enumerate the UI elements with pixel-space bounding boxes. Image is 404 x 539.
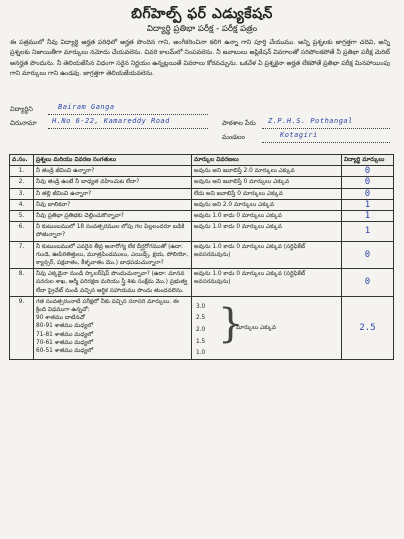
student-row: [10, 103, 390, 117]
table-row: 9. గత సంవత్సరంనాటి పరీక్షలో నీకు వచ్చిన సరాసరి మార్కులు. ఈ క్రింది విధముగా ఉన్నచో: 90 శాతము దాటినచో 80-91 శాతము మధ్యలో 71-81 శాతము మధ్యలో 70-61 శాతము మధ్యలో 60-51 శాతము మధ్యలో 3.0 2.5 2.0 1.5 1.0 } మార్కులు ఎక్కువ 2.5: [10, 296, 394, 359]
grade-line: 71-81 శాతము మధ్యలో: [36, 331, 94, 338]
col-num-header: వ.సం.: [10, 155, 34, 166]
table-row: 3. నీ తల్లి జీవించి ఉన్నారా? లేదు అని జవాబిస్తే 0 మార్కులు ఎక్కువ 0: [10, 188, 394, 199]
table-row: 1. నీ తండ్రి జీవించి ఉన్నారా? అవును అని జవాబిస్తే 2.0 మార్కులు ఎక్కువ 0: [10, 166, 394, 177]
mandal-value[interactable]: Kotagiri: [280, 131, 318, 139]
student-details: [10, 103, 390, 149]
address-value[interactable]: H.No 6-22, Kamareddy Road: [52, 117, 170, 125]
grade-line: 60-51 శాతము మధ్యలో: [36, 348, 94, 355]
grade-scale: 3.0 2.5 2.0 1.5 1.0 } మార్కులు ఎక్కువ: [196, 300, 277, 357]
grade-line: 80-91 శాతము మధ్యలో: [36, 323, 94, 330]
student-name-value[interactable]: Bairam Ganga: [58, 103, 115, 111]
curly-brace-icon: }: [218, 300, 244, 347]
instructions-paragraph: ఈ పత్రములో నీవు విద్యార్థి అర్హత పరిధిలో అర్హత పొందిన గాని, అంగీకరించినా కలిగి ఉన్నా గాని పూర్తి చేయుము. అన్ని ప్రశ్నలకు జాగ్రత్తగా చదివి, అన్ని ప్రశ్నలకు నిజాయితీగా మార్కులు నమోదు చేయవలెను. చివరి కాలమ్‌లో నింపవలెను. నీ జవాబులు అప్లికేషన్ వివరాలతో సరిపోలకపోతే నీ ప్రతిభా పరీక్ష మెరిట్ అనర్హత పొందును. నీ తెలియజేసిన విధంగా సరైన నిర్ణయం ఉన్నట్లయితే వివరాలు కోరవచ్చును. ఒకవేళ ఏ ప్రశ్నకైనా అర్హత లేకపోతే ప్రతిభా పరీక్ష మినహాయింపు గాని మార్కులు గాని ఉండవు. జాగ్రత్తగా తెలియజేయవలెను.: [10, 39, 390, 78]
page-subtitle: విద్యార్థి ప్రతిభా పరీక్ష - పరీక్ష పత్రం: [146, 24, 258, 34]
table-row: 2. నీవు తండ్రి ఉంటే నీ బాధ్యత వహించుట లేదా? అవును అని జవాబిస్తే 0 మార్కులు ఎక్కువ 0: [10, 177, 394, 188]
table-row: 4. నీవు బాలికవా? అవును అని 2.0 మార్కులు ఎక్కువ 1: [10, 199, 394, 210]
score-cell[interactable]: 0: [342, 177, 394, 188]
table-row: 6. నీ కుటుంబములో 18 సంవత్సరముల లోపు గల పిల్లలందరూ బడికి పోతున్నారా? అవును 1.0 కాదు 0 మార్కులు ఎక్కువ 1: [10, 222, 394, 241]
page-title: బిగ్‌హెల్ప్ ఫర్ ఎడ్యుకేషన్: [131, 6, 273, 22]
school-label: పాఠశాల పేరు: [222, 119, 256, 127]
col-question-header: ప్రశ్నలు మరియు వివరణ సంగతులు: [34, 155, 192, 166]
address-row: [10, 117, 390, 131]
student-label: విద్యార్థిని: [10, 105, 33, 113]
score-cell[interactable]: 1: [342, 199, 394, 210]
mandal-label: మండలం: [222, 133, 245, 141]
table-row: 5. నీవు ప్రతిభా ప్రతిభకు చెల్లించుకొన్నావా? అవును 1.0 కాదు 0 మార్కులు ఎక్కువ 1: [10, 211, 394, 222]
grade-line: 90 శాతము దాటినచో: [36, 315, 85, 322]
score-cell[interactable]: 0: [342, 269, 394, 297]
marks-table: [9, 154, 394, 360]
col-score-header: విద్యార్థి మార్కులు: [342, 155, 394, 166]
score-cell[interactable]: 1: [342, 222, 394, 241]
score-cell[interactable]: 2.5: [342, 296, 394, 359]
score-cell[interactable]: 0: [342, 166, 394, 177]
table-row: 8. నీవు ఎక్కడైనా నుండి స్కాలర్‌షిప్ పొందుచున్నావా? (ఉదా: మానవ వనరుల శాఖ, ఆర్మీ పరిరక్షణ మరియు స్త్రీ శిశు సంక్షేమ మొ.) ప్రభుత్వ లేదా ప్రైవేట్ నుండి వచ్చిన ఆర్థిక సహాయము పొందు తుందవలెను. అవును 1.0 కాదు 0 మార్కులు ఎక్కువ (సర్టిఫికేట్ అవసరమవును) 0: [10, 269, 394, 297]
table-header: [10, 155, 394, 166]
grade-line: 70-61 శాతము మధ్యలో: [36, 339, 94, 346]
school-value[interactable]: Z.P.H.S. Pothangal: [268, 117, 353, 125]
col-marking-header: మార్కుల వివరణలు: [192, 155, 342, 166]
score-cell[interactable]: 1: [342, 211, 394, 222]
mandal-row: [10, 131, 390, 145]
address-label: చిరునామా: [10, 119, 37, 127]
table-row: 7. నీ కుటుంబములో ఎవరైన తీవ్ర అనారోగ్య లేక దీర్ఘరోగముతో (ఉదా: గుండె, ఊపిరితిత్తులు, మూత్రపిండములు, ఎయిడ్స్, క్షయ, పోలియో, క్యాన్సర్, పక్షవాతం, కీళ్ళవాతం మొ.) బాధపడుచున్నారా? అవును 1.0 కాదు 0 మార్కులు ఎక్కువ (సర్టిఫికేట్ అవసరమవును) 0: [10, 241, 394, 269]
score-cell[interactable]: 0: [342, 241, 394, 269]
score-cell[interactable]: 0: [342, 188, 394, 199]
